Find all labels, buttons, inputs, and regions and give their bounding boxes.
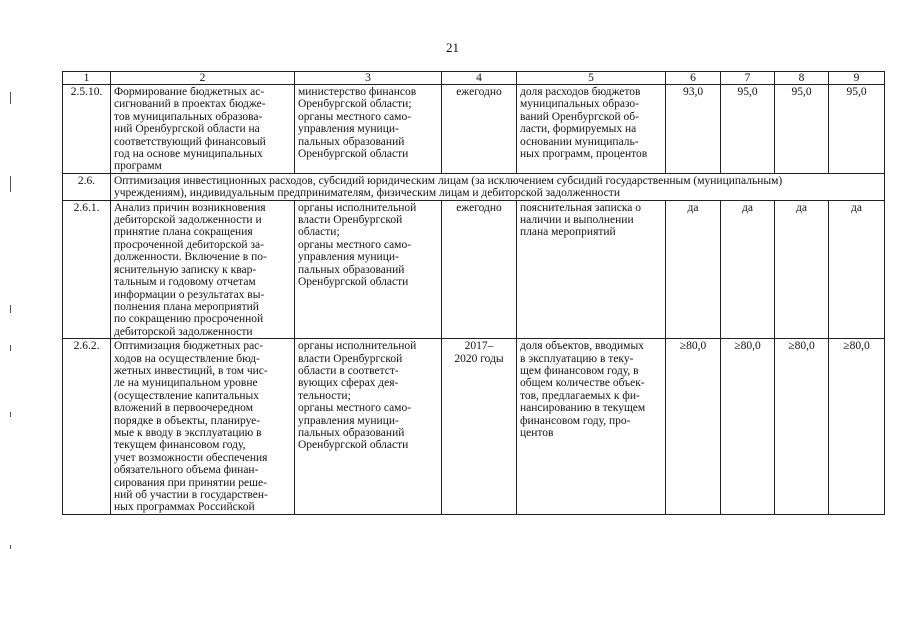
responsible-bodies <box>295 85 442 174</box>
table-row <box>63 85 885 174</box>
text-line: области в соответст- <box>298 364 399 377</box>
value-col7: да <box>721 200 775 338</box>
text-line: области; <box>298 226 340 239</box>
indicator <box>517 85 666 174</box>
text-line: обязательного объема финан- <box>114 464 259 477</box>
text-line: органы исполнительной <box>298 201 417 214</box>
text-line: (осуществление капитальных <box>114 389 260 402</box>
text-line: Оренбургской области <box>298 148 409 161</box>
text-line: тальным и годовому отчетам <box>114 276 256 289</box>
text-line: 2020 годы <box>454 352 504 365</box>
text-line: полнения плана мероприятий <box>114 300 259 313</box>
text-line: Анализ причин возникновения <box>114 201 266 214</box>
text-line: ежегодно <box>456 86 502 98</box>
deadline <box>442 200 517 338</box>
text-line: программ <box>114 160 162 173</box>
text-line: принятие плана сокращения <box>114 226 253 239</box>
text-line: пояснительная записка о <box>520 201 641 214</box>
text-line: вующих сферах дея- <box>298 377 399 390</box>
text-line: ний об участии в государствен- <box>114 489 268 501</box>
text-line: Оренбургской области <box>298 439 409 452</box>
text-line: тельности; <box>298 389 351 402</box>
text-line: ных программ, процентов <box>520 148 648 161</box>
text-line: основании муниципаль- <box>520 135 639 148</box>
text-line: общем количестве объек- <box>520 377 645 390</box>
text-line: яснительную записку к квар- <box>114 263 257 276</box>
table-row <box>63 200 885 338</box>
text-line: органы исполнительной <box>298 340 417 353</box>
text-line: жетных инвестиций, в том чис- <box>114 364 268 377</box>
section-title <box>111 173 885 200</box>
value-col9: ≥80,0 <box>829 339 885 515</box>
text-line: ежегодно <box>456 201 502 214</box>
text-line: вложений в первоочередном <box>114 402 253 415</box>
text-line: соответствующий финансовый <box>114 135 266 148</box>
measure-description <box>111 85 295 174</box>
text-line: финансовом году, про- <box>520 414 631 427</box>
text-line: власти Оренбургской <box>298 214 403 227</box>
text-line: дебиторской задолженности и <box>114 214 262 227</box>
column-numbers-row <box>63 72 885 85</box>
row-number: 2.5.10. <box>63 85 111 174</box>
row-number: 2.6.1. <box>63 200 111 338</box>
text-line: долженности. Включение в по- <box>114 251 267 264</box>
text-line: центов <box>520 426 554 439</box>
header-cell: 4 <box>442 72 517 85</box>
margin-mark <box>10 176 11 192</box>
text-line: дебиторской задолженности <box>114 325 253 338</box>
header-cell: 6 <box>666 72 721 85</box>
header-cell: 1 <box>63 72 111 85</box>
measure-description <box>111 339 295 515</box>
table-row <box>63 339 885 515</box>
text-line: порядке в объекты, планируе- <box>114 414 261 427</box>
text-line: Формирование бюджетных ас- <box>114 86 265 98</box>
text-line: управления муници- <box>298 123 399 136</box>
text-line: ходов на осуществление бюд- <box>114 352 260 365</box>
header-cell: 9 <box>829 72 885 85</box>
text-line: нансированию в текущем <box>520 402 646 415</box>
text-line: наличии и выполнении <box>520 214 634 227</box>
row-number: 2.6.2. <box>63 339 111 515</box>
value-col6: ≥80,0 <box>666 339 721 515</box>
measures-table <box>62 71 885 515</box>
text-line: 2017– <box>464 340 494 353</box>
text-line: доля расходов бюджетов <box>520 86 641 98</box>
header-cell: 3 <box>295 72 442 85</box>
header-cell: 8 <box>775 72 829 85</box>
text-line: сигнований в проектах бюдже- <box>114 98 266 111</box>
value-col8: ≥80,0 <box>775 339 829 515</box>
value-col9: да <box>829 200 885 338</box>
text-line: органы местного само- <box>298 402 412 415</box>
text-line: в эксплуатацию в теку- <box>520 352 634 365</box>
header-cell: 2 <box>111 72 295 85</box>
row-number: 2.6. <box>63 173 111 200</box>
text-line: органы местного само- <box>298 110 412 123</box>
text-line: пальных образований <box>298 426 405 439</box>
text-line: Оренбургской области <box>298 276 409 289</box>
deadline <box>442 85 517 174</box>
text-line: текущем финансовом году, <box>114 439 246 452</box>
value-col8: 95,0 <box>775 85 829 174</box>
text-line: год на основе муниципальных <box>114 148 263 161</box>
text-line: Оптимизация бюджетных рас- <box>114 340 264 353</box>
text-line: органы местного само- <box>298 238 412 251</box>
header-cell: 7 <box>721 72 775 85</box>
measure-description <box>111 200 295 338</box>
deadline <box>442 339 517 515</box>
text-line: ваний Оренбургской об- <box>520 110 639 123</box>
text-line: управления муници- <box>298 414 399 427</box>
margin-mark <box>10 345 11 351</box>
text-line: ле на муниципальном уровне <box>114 377 258 390</box>
text-line: плана мероприятий <box>520 226 616 239</box>
margin-mark <box>10 545 11 549</box>
text-line: доля объектов, вводимых <box>520 340 644 353</box>
text-line: тов муниципальных образова- <box>114 110 263 123</box>
text-line: мые к вводу в эксплуатацию в <box>114 426 262 439</box>
text-line: информации о результатах вы- <box>114 288 265 301</box>
indicator <box>517 200 666 338</box>
text-line: тов, предлагаемых к фи- <box>520 389 640 402</box>
text-line: щем финансовом году, в <box>520 364 639 377</box>
responsible-bodies <box>295 200 442 338</box>
value-col6: 93,0 <box>666 85 721 174</box>
text-line: муниципальных образо- <box>520 98 640 111</box>
margin-mark <box>10 305 11 313</box>
text-line: Оптимизация инвестиционных расходов, субсидий юридическим лицам (за исключением субсидий государственным (муниципальным) <box>114 174 783 187</box>
text-line: власти Оренбургской <box>298 352 403 365</box>
value-col8: да <box>775 200 829 338</box>
page-number: 21 <box>446 40 459 55</box>
text-line: ных программах Российской <box>114 501 255 514</box>
text-line: пальных образований <box>298 263 405 276</box>
responsible-bodies <box>295 339 442 515</box>
text-line: просроченной дебиторской за- <box>114 238 264 251</box>
text-line: Оренбургской области; <box>298 98 412 111</box>
text-line: ний Оренбургской области на <box>114 123 260 136</box>
value-col7: ≥80,0 <box>721 339 775 515</box>
margin-mark <box>10 92 11 104</box>
indicator <box>517 339 666 515</box>
text-line: управления муници- <box>298 251 399 264</box>
text-line: министерство финансов <box>298 86 417 98</box>
value-col6: да <box>666 200 721 338</box>
text-line: сирования при принятии реше- <box>114 476 267 489</box>
text-line: ласти, формируемых на <box>520 123 637 136</box>
text-line: пальных образований <box>298 135 405 148</box>
margin-mark <box>10 412 11 417</box>
value-col7: 95,0 <box>721 85 775 174</box>
value-col9: 95,0 <box>829 85 885 174</box>
text-line: учреждениям), индивидуальным предпринимателям, физическим лицам и дебиторской задолженности <box>114 187 620 200</box>
text-line: по сокращению просроченной <box>114 313 264 326</box>
text-line: учет возможности обеспечения <box>114 451 268 464</box>
header-cell: 5 <box>517 72 666 85</box>
section-row <box>63 173 885 200</box>
